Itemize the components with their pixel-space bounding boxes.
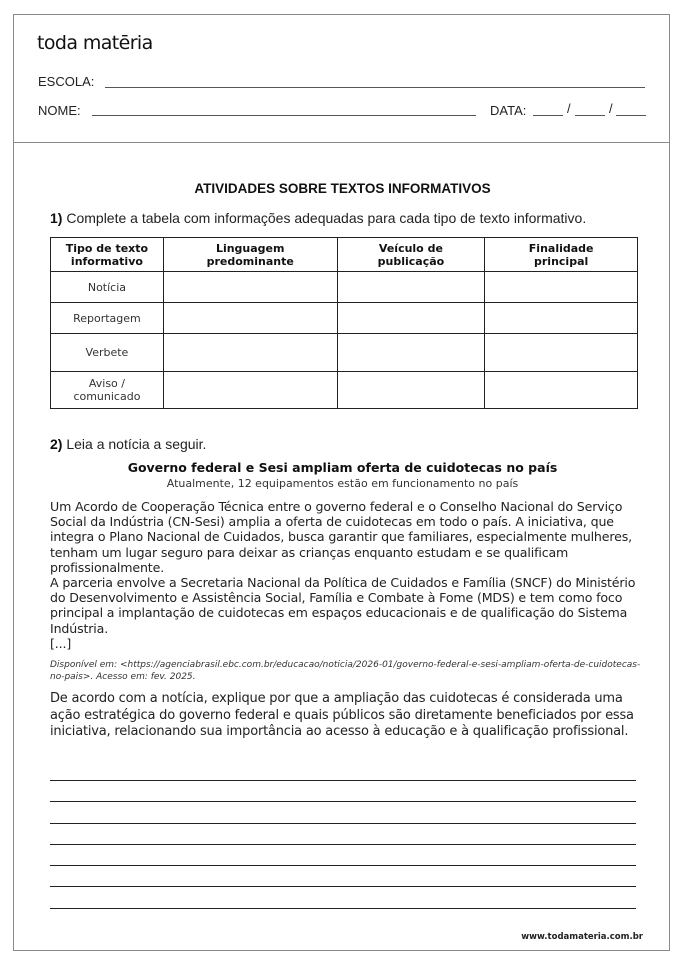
vehicle-cell[interactable] (337, 272, 485, 303)
answer-line[interactable] (50, 886, 636, 887)
purpose-cell[interactable] (485, 334, 638, 372)
answer-line[interactable] (50, 801, 636, 802)
table-row (51, 372, 638, 409)
column-header-language: Linguagem predominante (163, 238, 337, 272)
answer-line[interactable] (50, 823, 636, 824)
row-type-cell: Verbete (51, 334, 164, 372)
question-number: 1) (50, 210, 63, 226)
vehicle-cell[interactable] (337, 372, 485, 409)
news-headline: Governo federal e Sesi ampliam oferta de cuidotecas no país (127, 460, 558, 475)
row-type-cell: Aviso / comunicado (51, 372, 164, 409)
school-input-line[interactable] (105, 87, 645, 88)
date-year-line[interactable] (616, 115, 646, 116)
news-ellipsis: [...] (50, 635, 72, 651)
language-cell[interactable] (163, 372, 337, 409)
date-separator: / (567, 101, 571, 116)
question-text: Leia a notícia a seguir. (62, 436, 207, 452)
date-day-line[interactable] (533, 115, 563, 116)
vehicle-cell[interactable] (337, 334, 485, 372)
column-header-vehicle: Veículo de publicação (337, 238, 485, 272)
news-subheadline: Atualmente, 12 equipamentos estão em funcionamento no país (166, 477, 519, 490)
header-divider (13, 142, 670, 143)
row-type-cell: Notícia (51, 272, 164, 303)
date-month-line[interactable] (575, 115, 605, 116)
news-source: Disponível em: <https://agenciabrasil.ebc.com.br/educacao/noticia/2026-01/governo-federal-e-sesi-ampliam-oferta-de-cuidotecas-no-pais>. Acesso em: fev. 2025. (50, 660, 641, 682)
news-paragraph: A parceria envolve a Secretaria Nacional da Política de Cuidados e Família (SNCF) do Ministério do Desenvolvimento e Assistência Social, Família e Combate à Fome (MDS) e tem como foco principal a implantação de cuidotecas em espaços educacionais e de qualificação do Sistema Indústria. (50, 575, 636, 636)
news-body (50, 499, 650, 651)
answer-line[interactable] (50, 844, 636, 845)
question-prompt: De acordo com a notícia, explique por que a ampliação das cuidotecas é considerada uma ação estratégica do governo federal e quais públicos são diretamente beneficiados por essa iniciativa, relacionando sua importância ao acesso à educação e à qualificação profissional. (50, 691, 634, 739)
purpose-cell[interactable] (485, 272, 638, 303)
language-cell[interactable] (163, 272, 337, 303)
question-number: 2) (50, 436, 63, 452)
table-row (51, 334, 638, 372)
vehicle-cell[interactable] (337, 303, 485, 334)
answer-line[interactable] (50, 865, 636, 866)
purpose-cell[interactable] (485, 303, 638, 334)
logo: toda matēria (37, 32, 153, 54)
language-cell[interactable] (163, 334, 337, 372)
news-paragraph: Um Acordo de Cooperação Técnica entre o governo federal e o Conselho Nacional do Serviço Social da Indústria (CN-Sesi) amplia a oferta de cuidotecas em todo o país. A iniciativa, que integra o Plano Nacional de Cuidados, busca garantir que familiares, especialmente mulheres, tenham um lugar seguro para deixar as crianças enquanto estudam e se qualificam profissionalmente. (50, 499, 632, 575)
purpose-cell[interactable] (485, 372, 638, 409)
school-label: ESCOLA: (38, 74, 95, 89)
question-text: Complete a tabela com informações adequadas para cada tipo de texto informativo. (62, 210, 587, 226)
worksheet-title: ATIVIDADES SOBRE TEXTOS INFORMATIVOS (194, 181, 491, 196)
question-2 (50, 436, 206, 452)
question-1 (50, 210, 586, 226)
table-row (51, 272, 638, 303)
column-header-type: Tipo de texto informativo (51, 238, 164, 272)
language-cell[interactable] (163, 303, 337, 334)
answer-line[interactable] (50, 908, 636, 909)
date-separator: / (609, 101, 613, 116)
date-label: DATA: (490, 103, 527, 118)
footer-url: www.todamateria.com.br (521, 932, 643, 942)
table-row (51, 303, 638, 334)
answer-line[interactable] (50, 780, 636, 781)
column-header-purpose: Finalidade principal (485, 238, 638, 272)
name-input-line[interactable] (92, 115, 476, 116)
info-table (50, 237, 638, 409)
row-type-cell: Reportagem (51, 303, 164, 334)
name-label: NOME: (38, 103, 81, 118)
